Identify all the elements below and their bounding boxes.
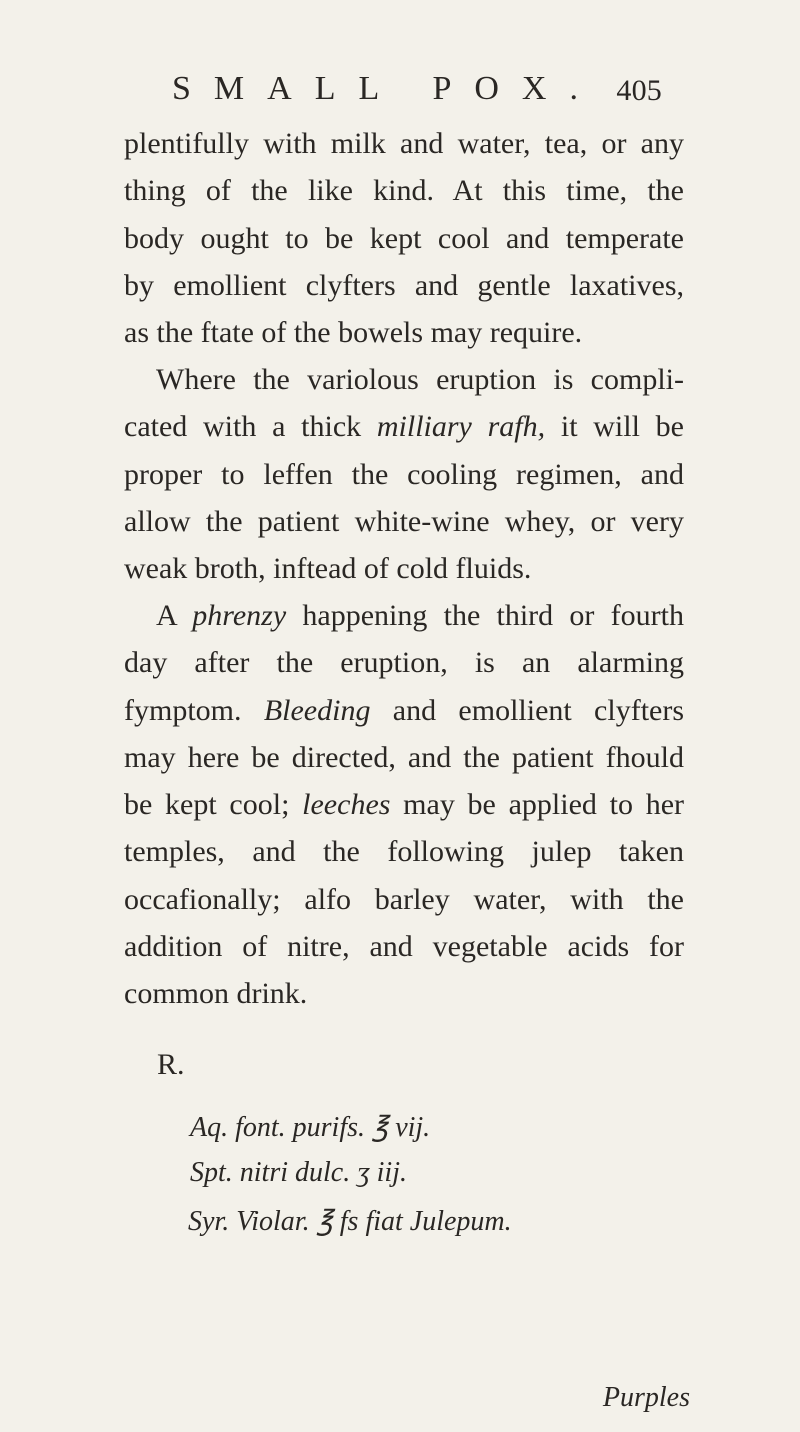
text-line: by emollient clyfters and gentle laxatives,	[124, 268, 684, 302]
running-head	[172, 70, 692, 120]
text-line: allow the patient white-wine whey, or very	[124, 504, 684, 538]
text-line: Where the variolous eruption is compli-	[156, 363, 684, 396]
text-line: occafionally; alfo barley water, with the	[124, 882, 684, 916]
catchword: Purples	[602, 1382, 690, 1413]
recipe-line: Aq. font. purifs. ℥ vij.	[190, 1112, 431, 1143]
text-line: proper to leffen the cooling regimen, and	[124, 457, 684, 491]
italic-term: phrenzy	[192, 599, 287, 632]
italic-term: leeches	[302, 788, 391, 822]
running-title: SMALL POX.	[172, 70, 601, 107]
text-run: it will be	[545, 410, 684, 444]
paragraph-3	[124, 592, 684, 1018]
text-run: and emollient clyfters	[370, 693, 685, 727]
text-line	[124, 687, 684, 734]
paragraph-2	[124, 356, 684, 592]
text-line	[124, 592, 684, 639]
text-run: A	[156, 599, 193, 632]
text-line	[124, 403, 684, 450]
text-line: weak broth, inftead of cold fluids.	[124, 552, 532, 586]
italic-term: milliary rafh,	[376, 410, 546, 444]
page-number: 405	[616, 74, 662, 107]
text-line: plentifully with milk and water, tea, or any	[124, 127, 684, 160]
text-line: body ought to be kept cool and temperate	[124, 221, 684, 255]
text-run: cated with a thick	[124, 410, 377, 444]
text-line	[124, 781, 684, 828]
text-line: day after the eruption, is an alarming	[124, 646, 684, 680]
text-run: may be applied to her	[390, 788, 684, 822]
text-line: common drink.	[124, 977, 308, 1011]
paragraph-1	[124, 120, 684, 356]
text-run: happening the third or fourth	[286, 599, 684, 632]
recipe-line: Syr. Violar. ℥ fs fiat Julepum.	[188, 1206, 512, 1237]
text-line: as the ftate of the bowels may require.	[124, 316, 583, 350]
text-line: may here be directed, and the patient fhould	[124, 740, 684, 774]
text-line: thing of the like kind. At this time, the	[124, 174, 684, 208]
italic-term: Bleeding	[263, 693, 371, 727]
recipe-mark: R.	[157, 1048, 185, 1081]
text-line: addition of nitre, and vegetable acids for	[124, 930, 684, 964]
recipe-line: Spt. nitri dulc. ʒ iij.	[190, 1157, 407, 1188]
text-run: be kept cool;	[124, 788, 303, 822]
text-run: fymptom.	[124, 693, 264, 727]
text-line: temples, and the following julep taken	[124, 835, 684, 869]
